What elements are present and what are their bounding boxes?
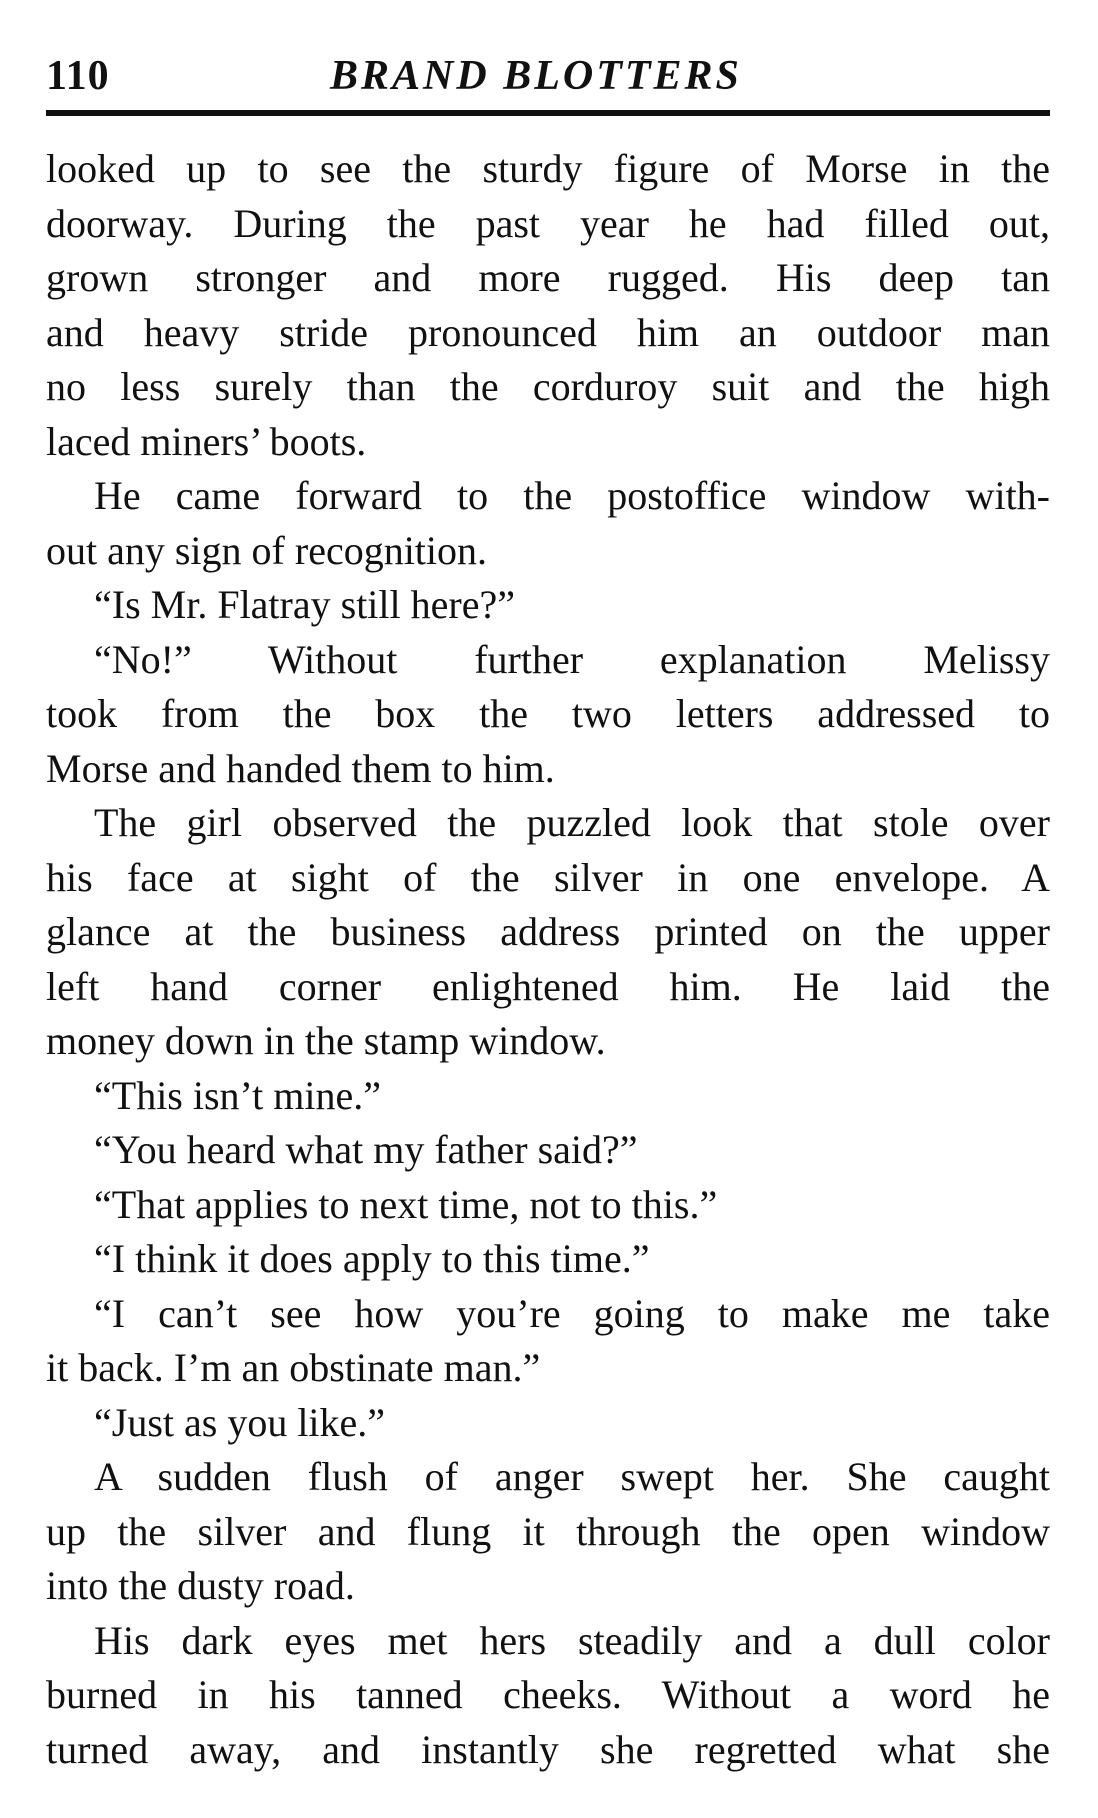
text-line: glance at the business address printed on the upper [46,909,1050,954]
text-line: looked up to see the sturdy figure of Morse in the [46,146,1050,191]
text-line: his face at sight of the silver in one envelope. A [46,854,1050,900]
text-line: “I think it does apply to this time.” [94,1236,650,1281]
text-line: and heavy stride pronounced him an outdoor man [46,309,1050,355]
text-line: The girl observed the puzzled look that stole over [94,800,1050,845]
page-number: 110 [46,53,110,99]
text-line: burned in his tanned cheeks. Without a word he [46,1672,1050,1717]
body-text [46,142,1050,1777]
text-line: Morse and handed them to him. [46,745,555,791]
text-line: grown stronger and more rugged. His deep tan [46,255,1050,300]
text-line: doorway. During the past year he had filled out, [46,200,1050,246]
text-line: He came forward to the postoffice window with- [94,473,1050,518]
text-line: “Just as you like.” [94,1399,386,1445]
text-line: money down in the stamp window. [46,1018,606,1063]
text-line: “I can’t see how you’re going to make me take [94,1290,1050,1336]
text-line: “This isn’t mine.” [94,1072,381,1118]
text-line: took from the box the two letters addressed to [46,691,1050,736]
text-line: A sudden flush of anger swept her. She caught [94,1454,1050,1499]
text-line: no less surely than the corduroy suit and the high [46,364,1050,409]
text-line: it back. I’m an obstinate man.” [46,1345,541,1390]
text-line: left hand corner enlightened him. He laid the [46,963,1050,1009]
page-header [46,52,1050,110]
text-line: “Is Mr. Flatray still here?” [94,582,515,627]
text-line: into the dusty road. [46,1563,355,1608]
text-line: “No!” Without further explanation Melissy [94,636,1050,682]
text-line: out any sign of recognition. [46,527,488,573]
running-title: BRAND BLOTTERS [330,53,742,99]
text-line: laced miners’ boots. [46,418,367,464]
text-line: turned away, and instantly she regretted what she [46,1726,1050,1772]
text-line: “You heard what my father said?” [94,1127,638,1172]
text-line: up the silver and flung it through the open window [46,1508,1050,1554]
header-rule [46,110,1050,116]
text-line: “That applies to next time, not to this.” [94,1181,718,1227]
text-line: His dark eyes met hers steadily and a dull color [94,1617,1050,1663]
